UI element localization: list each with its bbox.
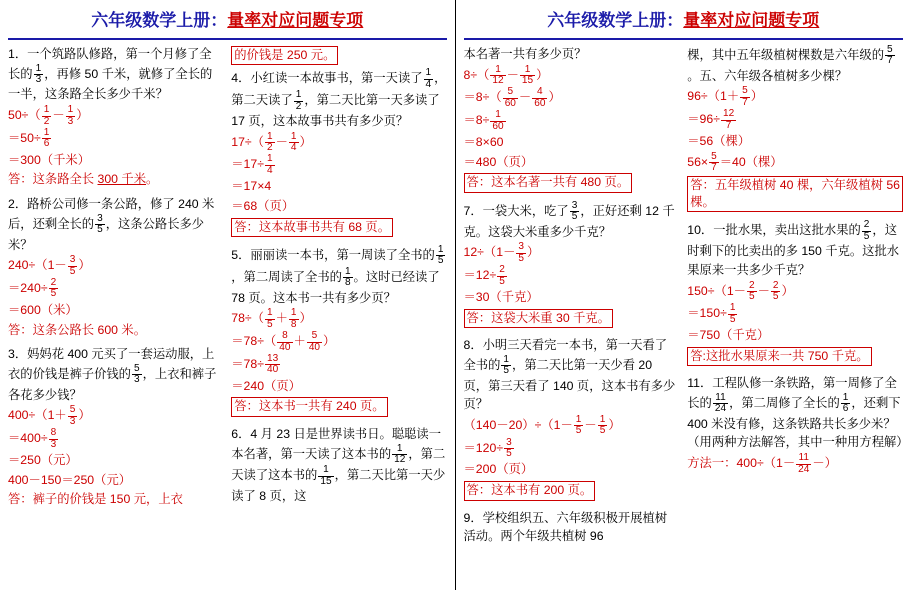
answer-box: 答:这批水果原来一共 750 千克。 xyxy=(687,347,871,366)
solution-step: ＝8×60 xyxy=(463,135,504,150)
solution-step: ＝400÷ $\frac{8}{3}$ xyxy=(8,427,57,450)
solution-step: 96÷（1＋ $\frac{5}{7}$ ） xyxy=(687,85,764,108)
problem-text: 5．丽丽读一本书，第一周读了全书的 $\frac{1}{5}$ ，第二周读了全书的 $\frac{1}{8}$ 。这时已经读了 78 页。这本书一共有多少页？ xyxy=(231,244,444,305)
answer-box: 答：这本书一共有 240 页。 xyxy=(231,397,387,416)
problem-text: 11．工程队修一条铁路，第一周修了全长的 $\frac{11}{24}$ ，第二周修了全长的 $\frac{1}{6}$ ，还剩下 400 米没有修，这条铁路共长多少米？（用两种方法解答，其中一种用方程解） xyxy=(687,376,909,450)
problem-text: 6．4 月 23 日是世界读书日。聪聪读一本名著，第一天读了这本书的 $\frac{1}{12}$ ，第二天读了这本书的 $\frac{1}{15}$ ，第二天比第一天少读了 8 页，这 xyxy=(231,426,446,504)
left-column-2 xyxy=(231,45,446,510)
problem-text: 10．一批水果，卖出这批水果的 $\frac{2}{5}$ ，这时剩下的比卖出的多 150 千克。这批水果原来一共多少千克？ xyxy=(687,219,900,277)
problem-text: 3．妈妈花 400 元买了一套运动服，上衣的价钱是裤子价钱的 $\frac{5}{3}$ ，上衣和裤子各花多少钱？ xyxy=(8,347,217,402)
right-column-1 xyxy=(464,45,680,547)
solution-step: ＝120÷ $\frac{3}{5}$ xyxy=(463,436,512,460)
solution-step: ＝78÷ $\frac{13}{40}$ xyxy=(231,352,279,376)
solution-step: ＝750（千克） xyxy=(687,328,770,343)
solution-step: 方法一：400÷（1－ $\frac{11}{24}$ －） xyxy=(687,452,837,475)
problem-text: 1．一个筑路队修路，第一个月修了全长的 $\frac{1}{3}$ ，再修 50 千米，就修了全长的一半，这条路全长多少千米？ xyxy=(8,47,213,102)
answer-line: 答：这条路全长 300 千米。 xyxy=(8,172,159,187)
solution-step: ＝480（页） xyxy=(463,154,534,169)
right-column-2 xyxy=(687,44,909,547)
solution-step: 400－150＝250（元） xyxy=(8,472,132,487)
left-column-1 xyxy=(8,45,223,510)
problem-text: 2．路桥公司修一条公路，修了 240 米后，还剩全长的 $\frac{3}{5}$ ，这条公路长多少米？ xyxy=(8,197,215,252)
answer-box: 答：这袋大米重 30 千克。 xyxy=(464,309,613,328)
solution-step: ＝600（米） xyxy=(8,302,78,317)
title-rule-right xyxy=(464,38,904,40)
solution-step: 240÷（1－ $\frac{3}{5}$ ） xyxy=(8,254,91,277)
right-page xyxy=(456,0,911,590)
problem-text: 棵，其中五年级植树棵数是六年级的 $\frac{5}{7}$ 。五、六年级各植树多少棵？ xyxy=(687,44,893,83)
answer-box: 答：这本名著一共有 480 页。 xyxy=(464,173,633,192)
solution-step: ＝300（千米） xyxy=(8,152,91,167)
answer-box: 答：这本书有 200 页。 xyxy=(464,481,596,500)
solution-step: ＝150÷ $\frac{1}{5}$ xyxy=(687,302,736,325)
solution-step: ＝68（页） xyxy=(231,198,295,213)
solution-step: 8÷（ $\frac{1}{12}$ － $\frac{1}{15}$ ） xyxy=(463,63,549,87)
page-title-prefix: 六年级数学上册： xyxy=(91,11,228,30)
answer-line: 答：裤子的价钱是 150 元，上衣 xyxy=(8,492,183,507)
solution-step: ＝56（棵） xyxy=(687,134,751,149)
solution-step: ＝240÷ $\frac{2}{5}$ xyxy=(8,277,57,300)
solution-step: ＝12÷ $\frac{2}{5}$ xyxy=(463,264,505,287)
solution-step: 400÷（1＋ $\frac{5}{3}$ ） xyxy=(8,404,91,427)
problem-text: 4．小红读一本故事书，第一天读了 $\frac{1}{4}$ ，第二天读了 $\frac{1}{2}$ ，第二天比第一天多读了 17 页，这本故事书共有多少页？ xyxy=(231,67,447,129)
page-title-prefix-right: 六年级数学上册： xyxy=(547,11,684,30)
problem-text: 7．一袋大米，吃了 $\frac{3}{5}$ ，正好还剩 12 千克。这袋大米重多少千克？ xyxy=(463,199,675,239)
answer-line: 答：这条公路长 600 米。 xyxy=(8,322,147,337)
title-rule xyxy=(8,38,447,40)
solution-step: ＝200（页） xyxy=(463,462,534,477)
solution-step: ＝78÷（ $\frac{8}{40}$ ＋ $\frac{5}{40}$ ） xyxy=(231,330,336,353)
solution-step: ＝8÷ $\frac{1}{60}$ xyxy=(463,109,504,132)
solution-step: 12÷（1－ $\frac{3}{5}$ ） xyxy=(463,241,540,264)
solution-step: 78÷（ $\frac{1}{5}$ ＋ $\frac{1}{8}$ ） xyxy=(231,307,312,330)
problem-text: 9．学校组织五、六年级积极开展植树活动。两个年级共植树 96 xyxy=(463,510,668,544)
solution-step: ＝50÷ $\frac{1}{6}$ xyxy=(8,126,50,150)
page-title-topic-right: 量率对应问题专项 xyxy=(683,11,820,30)
solution-step: ＝250（元） xyxy=(8,452,78,467)
solution-step: ＝17×4 xyxy=(231,179,272,194)
solution-step: ＝96÷ $\frac{12}{7}$ xyxy=(687,108,735,131)
page-title xyxy=(8,6,447,34)
solution-step: （140－20）÷（1－ $\frac{1}{5}$ － $\frac{1}{5}$ ） xyxy=(463,413,621,437)
answer-box: 答：五年级植树 40 棵，六年级植树 56 棵。 xyxy=(687,176,903,213)
problem-text: 8．小明三天看完一本书，第一天看了全书的 $\frac{1}{5}$ ，第二天比第一天少看 20 页，第三天看了 140 页，这本书有多少页？ xyxy=(463,338,676,412)
problem-text: 本名著一共有多少页？ xyxy=(463,47,587,61)
answer-box: 的价钱是 250 元。 xyxy=(231,46,338,65)
solution-step: 50÷（ $\frac{1}{2}$ － $\frac{1}{3}$ ） xyxy=(8,104,89,127)
solution-step: ＝240（页） xyxy=(231,378,301,393)
page-title-topic: 量率对应问题专项 xyxy=(227,11,364,30)
solution-step: ＝17÷ $\frac{1}{4}$ xyxy=(231,153,273,176)
solution-step: 150÷（1－ $\frac{2}{5}$ － $\frac{2}{5}$ ） xyxy=(687,279,794,302)
solution-step: 17÷（ $\frac{1}{2}$ － $\frac{1}{4}$ ） xyxy=(231,130,312,154)
page-title-right xyxy=(464,6,904,34)
answer-box: 答：这本故事书共有 68 页。 xyxy=(231,218,393,237)
solution-step: ＝8÷（ $\frac{5}{60}$ － $\frac{4}{60}$ ） xyxy=(463,86,561,109)
solution-step: 56× $\frac{5}{7}$ ＝40（棵） xyxy=(687,150,783,174)
solution-step: ＝30（千克） xyxy=(463,289,539,304)
